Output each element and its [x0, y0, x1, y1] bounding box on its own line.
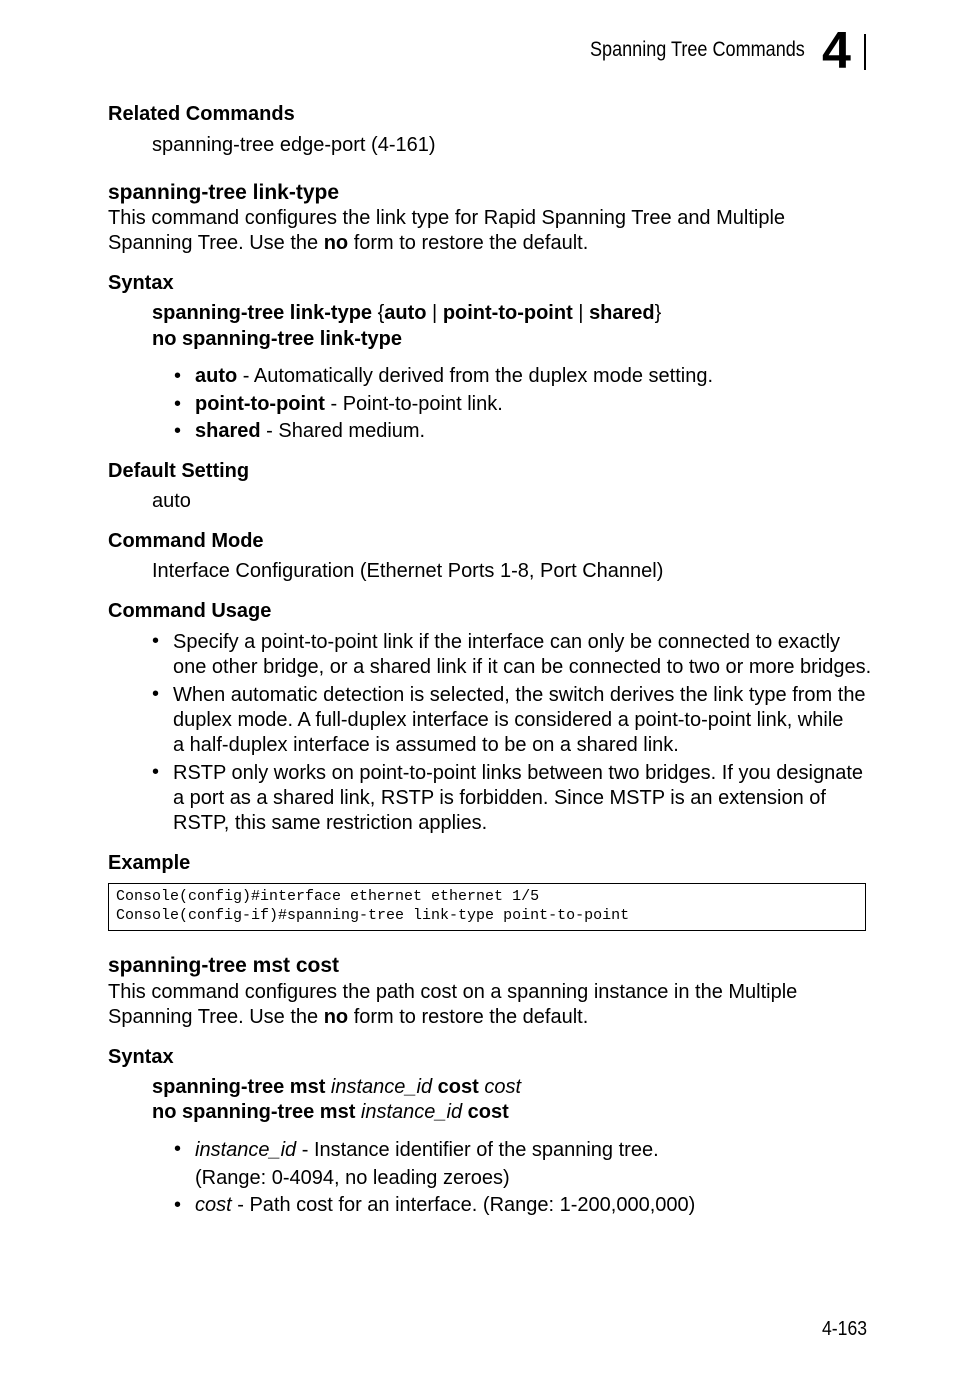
desc-text: Spanning Tree. Use the [108, 232, 324, 254]
example-code-block [108, 883, 866, 931]
syntax-keyword: cost [462, 1101, 509, 1123]
usage-line: one other bridge, or a shared link if it can be connected to two or more bridges. [173, 656, 872, 678]
bullet: • [174, 420, 182, 442]
bullet: • [152, 761, 160, 783]
syntax-argument: instance_id [330, 1076, 433, 1098]
usage-item [173, 761, 863, 836]
param-item [195, 1138, 659, 1191]
usage-line: RSTP only works on point-to-point links between two bridges. If you designate [173, 762, 863, 784]
desc-line: This command configures the path cost on a spanning instance in the Multiple [108, 981, 798, 1003]
param-item [195, 420, 425, 443]
command-title-mst-cost: spanning-tree mst cost [108, 954, 340, 977]
desc-line: This command configures the link type for Rapid Spanning Tree and Multiple [108, 207, 786, 229]
usage-line: RSTP, this same restriction applies. [173, 812, 488, 834]
bullet: • [152, 683, 160, 705]
desc-text: Spanning Tree. Use the [108, 1006, 324, 1028]
param-item [195, 365, 713, 388]
param-range: (Range: 0-4094, no leading zeroes) [195, 1167, 510, 1189]
syntax-argument: cost [484, 1076, 522, 1098]
command-title-link-type: spanning-tree link-type [108, 181, 340, 204]
param-line [195, 1138, 659, 1163]
syntax-argument: instance_id [360, 1101, 463, 1123]
syntax-line-1 [152, 1076, 521, 1099]
code-line: Console(config)#interface ethernet ethernet 1/5 [116, 888, 540, 905]
usage-line: When automatic detection is selected, the switch derives the link type from the [173, 684, 866, 706]
usage-item [173, 683, 866, 758]
param-desc: - Automatically derived from the duplex mode setting. [237, 365, 714, 387]
desc-line [108, 231, 868, 256]
default-setting-value: auto [152, 490, 191, 512]
example-heading: Example [108, 852, 191, 874]
param-term: point-to-point [195, 393, 325, 415]
param-term: cost [195, 1194, 232, 1216]
related-commands-heading: Related Commands [108, 103, 295, 125]
param-desc: - Instance identifier of the spanning tree. [296, 1139, 659, 1161]
code-line: Console(config-if)#spanning-tree link-type point-to-point [116, 907, 630, 924]
param-term: instance_id [195, 1139, 297, 1161]
desc-line [108, 1005, 868, 1030]
syntax-command: spanning-tree mst [152, 1076, 331, 1098]
command-mode-value: Interface Configuration (Ethernet Ports 1-8, Port Channel) [152, 560, 664, 582]
bullet: • [174, 1194, 182, 1216]
usage-line: a port as a shared link, RSTP is forbidden. Since MSTP is an extension of [173, 787, 826, 809]
syntax-line-2: no spanning-tree link-type [152, 328, 403, 350]
brace-open: { [377, 302, 385, 324]
page-number: 4-163 [822, 1318, 868, 1340]
no-keyword: no [323, 1006, 349, 1028]
running-header-title: Spanning Tree Commands [590, 38, 805, 61]
usage-line: duplex mode. A full-duplex interface is considered a point-to-point link, while [173, 709, 844, 731]
desc-text: form to restore the default. [348, 232, 589, 254]
bullet: • [174, 1138, 182, 1160]
param-desc: - Path cost for an interface. (Range: 1-200,000,000) [231, 1194, 696, 1216]
syntax-line-1 [152, 302, 661, 325]
usage-line: a half-duplex interface is assumed to be on a shared link. [173, 734, 679, 756]
param-desc: - Shared medium. [260, 420, 426, 442]
param-term: shared [195, 420, 261, 442]
desc-text: form to restore the default. [348, 1006, 589, 1028]
syntax-heading: Syntax [108, 1046, 174, 1068]
bullet: • [174, 365, 182, 387]
link-type-description [108, 206, 868, 256]
syntax-keyword: cost [432, 1076, 485, 1098]
syntax-command: no spanning-tree mst [152, 1101, 361, 1123]
separator: | [572, 302, 590, 324]
param-term: auto [195, 365, 238, 387]
chapter-number: 4 [822, 22, 851, 80]
bullet: • [174, 393, 182, 415]
usage-line: Specify a point-to-point link if the interface can only be connected to exactly [173, 631, 841, 653]
param-desc: - Point-to-point link. [324, 393, 503, 415]
usage-item [173, 630, 871, 680]
command-usage-heading: Command Usage [108, 600, 272, 622]
command-mode-heading: Command Mode [108, 530, 264, 552]
related-commands-text: spanning-tree edge-port (4-161) [152, 134, 436, 156]
no-keyword: no [323, 232, 349, 254]
default-setting-heading: Default Setting [108, 460, 250, 482]
syntax-option: auto [384, 302, 427, 324]
param-item [195, 393, 503, 416]
mst-cost-description [108, 980, 868, 1030]
syntax-line-2 [152, 1101, 509, 1124]
chapter-divider [864, 34, 866, 70]
syntax-option: point-to-point [442, 302, 573, 324]
syntax-command: spanning-tree link-type [152, 302, 378, 324]
syntax-option: shared [589, 302, 655, 324]
bullet: • [152, 630, 160, 652]
brace-close: } [654, 302, 662, 324]
syntax-heading: Syntax [108, 272, 174, 294]
param-item [195, 1194, 695, 1217]
separator: | [426, 302, 443, 324]
